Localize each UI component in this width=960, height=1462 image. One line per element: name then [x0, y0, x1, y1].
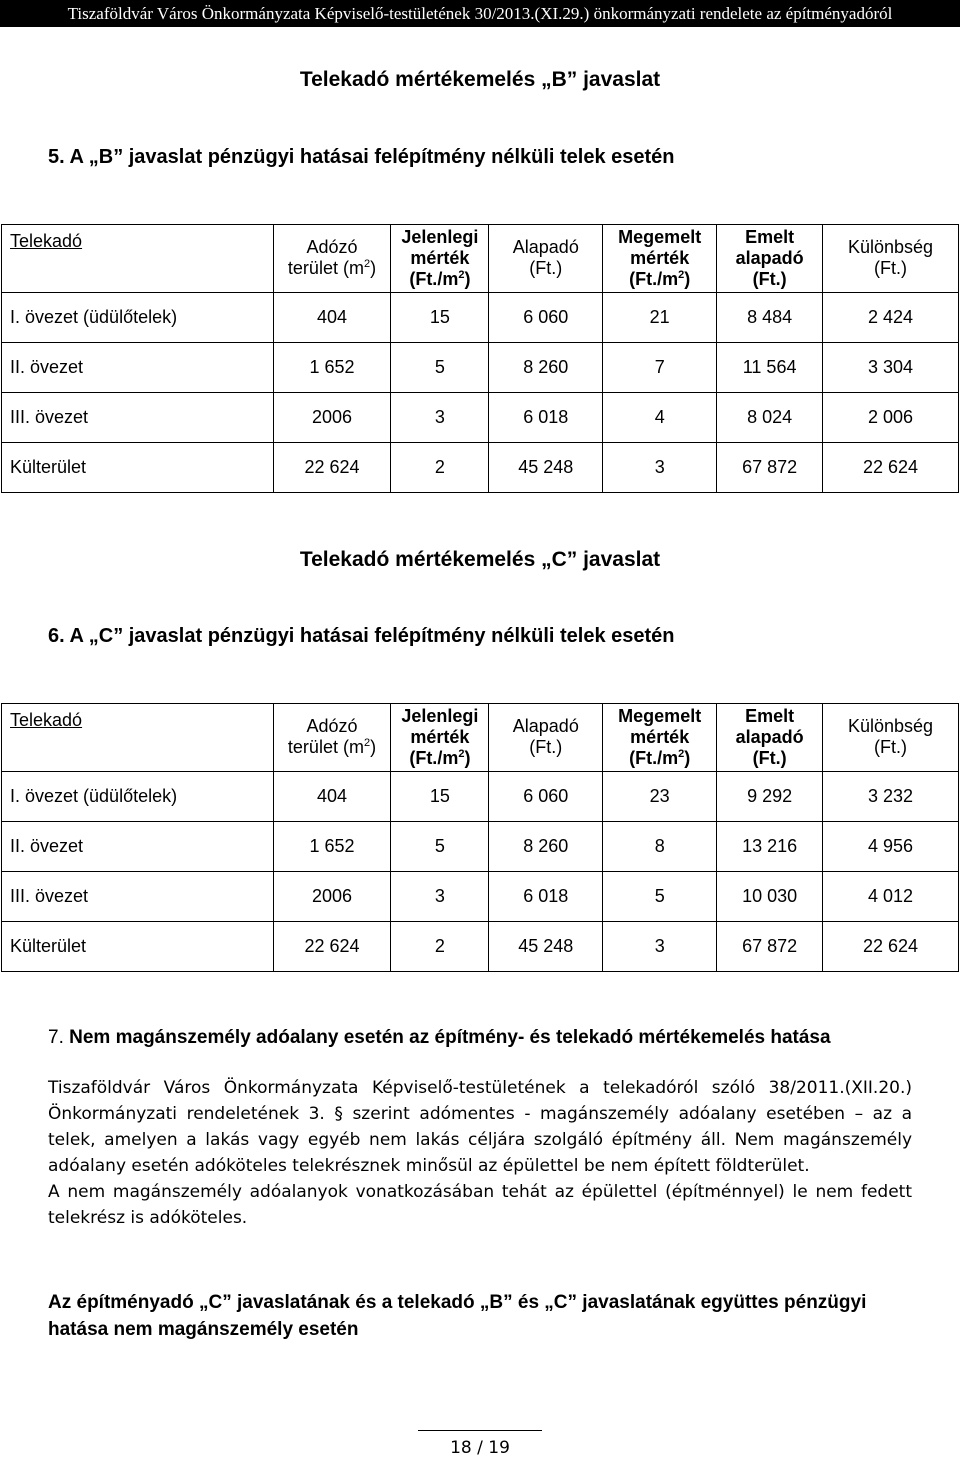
cell-name: I. övezet (üdülőtelek)	[2, 293, 274, 343]
cell-name: III. övezet	[2, 393, 274, 443]
cell-raised: 5	[603, 872, 717, 922]
cell-current: 5	[391, 343, 489, 393]
cell-current: 5	[391, 822, 489, 872]
c-proposal-title: Telekadó mértékemelés „C” javaslat	[299, 548, 661, 571]
cell-base: 8 260	[489, 822, 603, 872]
col-header-area: Adózó terület $(m^2)$	[273, 704, 391, 772]
cell-raised-base: 10 030	[717, 872, 823, 922]
cell-raised-base: 67 872	[717, 922, 823, 972]
col-header-current-rate: Jelenlegi mérték $(Ft./m^2)$	[391, 225, 489, 293]
cell-current: 3	[391, 393, 489, 443]
cell-base: 45 248	[489, 443, 603, 493]
cell-diff: 2 424	[823, 293, 959, 343]
col-header-telekado: Telekadó	[2, 225, 274, 293]
cell-base: 6 018	[489, 393, 603, 443]
cell-area: 1 652	[273, 343, 391, 393]
col-header-raised-rate: Megemelt mérték $(Ft./m^2)$	[603, 704, 717, 772]
cell-raised-base: 8 024	[717, 393, 823, 443]
table-row	[2, 343, 959, 393]
col-header-difference: Különbség (Ft.)	[823, 704, 959, 772]
col-header-base-tax: Alapadó (Ft.)	[489, 704, 603, 772]
col-header-raised-base: Emelt alapadó (Ft.)	[717, 704, 823, 772]
col-header-raised-rate: Megemelt mérték $(Ft./m^2)$	[603, 225, 717, 293]
cell-area: 2006	[273, 393, 391, 443]
table-header-row	[2, 225, 959, 293]
table-b	[1, 224, 959, 493]
table-c	[1, 703, 959, 972]
section-6-title: 6. A „C” javaslat pénzügyi hatásai felépítmény nélküli telek esetén	[48, 625, 675, 647]
cell-current: 2	[391, 443, 489, 493]
table-header-row	[2, 704, 959, 772]
cell-raised: 7	[603, 343, 717, 393]
col-header-difference: Különbség (Ft.)	[823, 225, 959, 293]
cell-area: 2006	[273, 872, 391, 922]
cell-diff: 3 232	[823, 772, 959, 822]
table-row	[2, 872, 959, 922]
cell-name: II. övezet	[2, 822, 274, 872]
header-text: Tiszaföldvár Város Önkormányzata Képviselő-testületének 30/2013.(XI.29.) önkormányzati rendelete az építményadóról	[67, 4, 893, 23]
cell-raised: 4	[603, 393, 717, 443]
paragraph-2: A nem magánszemély adóalanyok vonatkozásában tehát az épülettel (építménnyel) le nem fedett telekrész is adóköteles.	[48, 1182, 912, 1228]
col-header-base-tax: Alapadó (Ft.)	[489, 225, 603, 293]
table-row	[2, 822, 959, 872]
cell-raised-base: 13 216	[717, 822, 823, 872]
cell-base: 6 018	[489, 872, 603, 922]
closing-heading: Az építményadó „C” javaslatának és a telekadó „B” és „C” javaslatának együttes pénzügyi hatása nem magánszemély esetén	[48, 1292, 867, 1340]
cell-current: 15	[391, 293, 489, 343]
cell-raised: 23	[603, 772, 717, 822]
cell-diff: 4 012	[823, 872, 959, 922]
footer-divider	[418, 1430, 542, 1431]
cell-name: Külterület	[2, 922, 274, 972]
cell-area: 22 624	[273, 443, 391, 493]
table-row	[2, 293, 959, 343]
cell-base: 6 060	[489, 293, 603, 343]
cell-base: 6 060	[489, 772, 603, 822]
table-row	[2, 922, 959, 972]
cell-raised: 3	[603, 922, 717, 972]
cell-area: 404	[273, 293, 391, 343]
cell-raised-base: 8 484	[717, 293, 823, 343]
cell-diff: 3 304	[823, 343, 959, 393]
cell-base: 45 248	[489, 922, 603, 972]
table-row	[2, 443, 959, 493]
cell-current: 2	[391, 922, 489, 972]
document-header	[0, 0, 960, 27]
col-header-area: Adózó terület $(m^2)$	[273, 225, 391, 293]
section-7-body	[48, 1075, 912, 1231]
table-row	[2, 772, 959, 822]
section-7-number: 7.	[48, 1027, 64, 1048]
cell-current: 15	[391, 772, 489, 822]
cell-base: 8 260	[489, 343, 603, 393]
cell-raised: 21	[603, 293, 717, 343]
b-proposal-title: Telekadó mértékemelés „B” javaslat	[299, 68, 661, 91]
col-header-current-rate: Jelenlegi mérték $(Ft./m^2)$	[391, 704, 489, 772]
cell-diff: 4 956	[823, 822, 959, 872]
cell-name: Külterület	[2, 443, 274, 493]
section-7-title	[48, 1027, 831, 1049]
paragraph-1: Tiszaföldvár Város Önkormányzata Képviselő-testületének a telekadóról szóló 38/2011.(XII.20.) Önkormányzati rendeletének 3. § szerint adómentes - magánszemély adóalany esetében – az a telek, amelyen a lakás vagy egyéb nem lakás céljára szolgáló építmény áll. Nem magánszemély adóalany esetén adóköteles telekrésznek minősül az épülettel be nem épített földterület.	[48, 1078, 912, 1176]
cell-name: I. övezet (üdülőtelek)	[2, 772, 274, 822]
cell-raised-base: 9 292	[717, 772, 823, 822]
cell-name: II. övezet	[2, 343, 274, 393]
cell-raised: 8	[603, 822, 717, 872]
cell-area: 404	[273, 772, 391, 822]
cell-area: 1 652	[273, 822, 391, 872]
cell-raised: 3	[603, 443, 717, 493]
cell-name: III. övezet	[2, 872, 274, 922]
section-7-heading: Nem magánszemély adóalany esetén az építmény- és telekadó mértékemelés hatása	[69, 1027, 831, 1048]
cell-current: 3	[391, 872, 489, 922]
section-5-title: 5. A „B” javaslat pénzügyi hatásai felépítmény nélküli telek esetén	[48, 146, 675, 168]
cell-diff: 22 624	[823, 922, 959, 972]
cell-raised-base: 67 872	[717, 443, 823, 493]
col-header-raised-base: Emelt alapadó (Ft.)	[717, 225, 823, 293]
col-header-telekado: Telekadó	[2, 704, 274, 772]
cell-diff: 22 624	[823, 443, 959, 493]
table-row	[2, 393, 959, 443]
cell-diff: 2 006	[823, 393, 959, 443]
cell-raised-base: 11 564	[717, 343, 823, 393]
cell-area: 22 624	[273, 922, 391, 972]
page-number: 18 / 19	[450, 1438, 510, 1458]
